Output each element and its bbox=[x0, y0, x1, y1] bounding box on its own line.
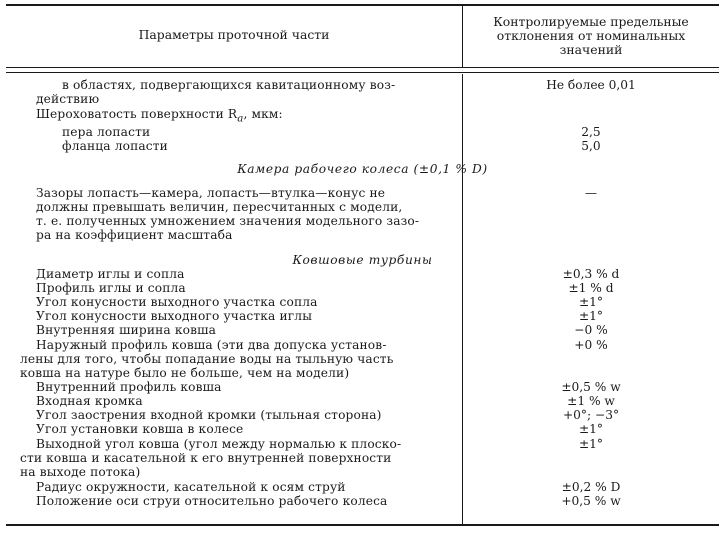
row-bucket-outer-profile-line1: Наружный профиль ковша (эти два допуска установ- bbox=[36, 338, 387, 352]
row-leading-edge: Входная кромка bbox=[36, 394, 143, 408]
header-col2-line2: отклонения от номинальных bbox=[496, 28, 686, 43]
row-blade-flange-value: 5,0 bbox=[581, 139, 601, 153]
row-bucket-outer-profile-value: +0 % bbox=[574, 338, 608, 352]
header-bottom-rule bbox=[6, 67, 719, 68]
row-gaps-line4: ра на коэффициент масштаба bbox=[36, 228, 233, 242]
roughness-unit: , мкм: bbox=[243, 107, 283, 121]
row-gaps-line1: Зазоры лопасть—камера, лопасть—втулка—конус не bbox=[36, 186, 386, 200]
header-col1: Параметры проточной части bbox=[138, 27, 330, 42]
row-bucket-setting-angle-value: ±1° bbox=[578, 422, 604, 436]
row-bucket-exit-angle-line1: Выходной угол ковша (угол между нормалью к плоско- bbox=[36, 437, 402, 451]
table-bottom-rule bbox=[6, 524, 719, 526]
row-gaps-line3: т. е. полученных умножением значения модельного зазо- bbox=[36, 214, 420, 228]
row-gaps-line2: должны превышать величин, пересчитанных с модели, bbox=[36, 200, 403, 214]
row-bucket-outer-profile-line3: ковша на натуре было не больше, чем на модели) bbox=[20, 366, 350, 380]
row-blade-feather: пера лопасти bbox=[62, 125, 151, 139]
row-bucket-inner-profile-value: ±0,5 % w bbox=[561, 380, 621, 394]
row-jet-axis-position: Положение оси струи относительно рабочего колеса bbox=[36, 494, 388, 508]
row-tangent-circle-radius-value: ±0,2 % D bbox=[561, 480, 621, 494]
row-cavitation-value: Не более 0,01 bbox=[546, 78, 636, 92]
header-col2-line1: Контролируемые предельные bbox=[493, 14, 689, 29]
row-needle-cone-angle: Угол конусности выходного участка иглы bbox=[36, 309, 313, 323]
row-bucket-exit-angle-line3: на выходе потока) bbox=[20, 465, 141, 479]
header-col2-line3: значений bbox=[559, 42, 623, 57]
row-leading-edge-angle-value: +0°; −3° bbox=[562, 408, 620, 422]
row-nozzle-cone-angle-value: ±1° bbox=[578, 295, 604, 309]
row-needle-profile: Профиль иглы и сопла bbox=[36, 281, 186, 295]
row-cavitation-line1: в областях, подвергающихся кавитационному воз- bbox=[62, 78, 396, 92]
row-bucket-inner-width-value: −0 % bbox=[574, 323, 608, 337]
row-leading-edge-angle: Угол заострения входной кромки (тыльная сторона) bbox=[36, 408, 382, 422]
row-nozzle-cone-angle: Угол конусности выходного участка сопла bbox=[36, 295, 318, 309]
row-bucket-exit-angle-line2: сти ковша и касательной к его внутренней поверхности bbox=[20, 451, 392, 465]
roughness-text: Шероховатость поверхности R bbox=[36, 107, 238, 121]
row-needle-diameter: Диаметр иглы и сопла bbox=[36, 267, 185, 281]
section-runner-chamber: Камера рабочего колеса (±0,1 % D) bbox=[237, 162, 488, 176]
row-jet-axis-position-value: +0,5 % w bbox=[561, 494, 621, 508]
row-bucket-setting-angle: Угол установки ковша в колесе bbox=[36, 422, 244, 436]
row-blade-feather-value: 2,5 bbox=[581, 125, 601, 139]
row-bucket-inner-profile: Внутренний профиль ковша bbox=[36, 380, 222, 394]
header-bottom-rule-2 bbox=[6, 72, 719, 73]
row-blade-flange: фланца лопасти bbox=[62, 139, 168, 153]
row-bucket-inner-width: Внутренняя ширина ковша bbox=[36, 323, 217, 337]
table-top-rule bbox=[6, 4, 719, 6]
row-leading-edge-value: ±1 % w bbox=[567, 394, 615, 408]
row-needle-diameter-value: ±0,3 % d bbox=[562, 267, 620, 281]
section-pelton-turbines: Ковшовые турбины bbox=[292, 253, 433, 267]
row-gaps-value: — bbox=[584, 186, 598, 200]
row-tangent-circle-radius: Радиус окружности, касательной к осям струй bbox=[36, 480, 346, 494]
roughness-subscript: a bbox=[237, 113, 244, 125]
row-cavitation-line2: действию bbox=[36, 92, 100, 106]
row-needle-cone-angle-value: ±1° bbox=[578, 309, 604, 323]
row-needle-profile-value: ±1 % d bbox=[568, 281, 614, 295]
row-bucket-exit-angle-value: ±1° bbox=[578, 437, 604, 451]
row-bucket-outer-profile-line2: лены для того, чтобы попадание воды на тыльную часть bbox=[20, 352, 394, 366]
